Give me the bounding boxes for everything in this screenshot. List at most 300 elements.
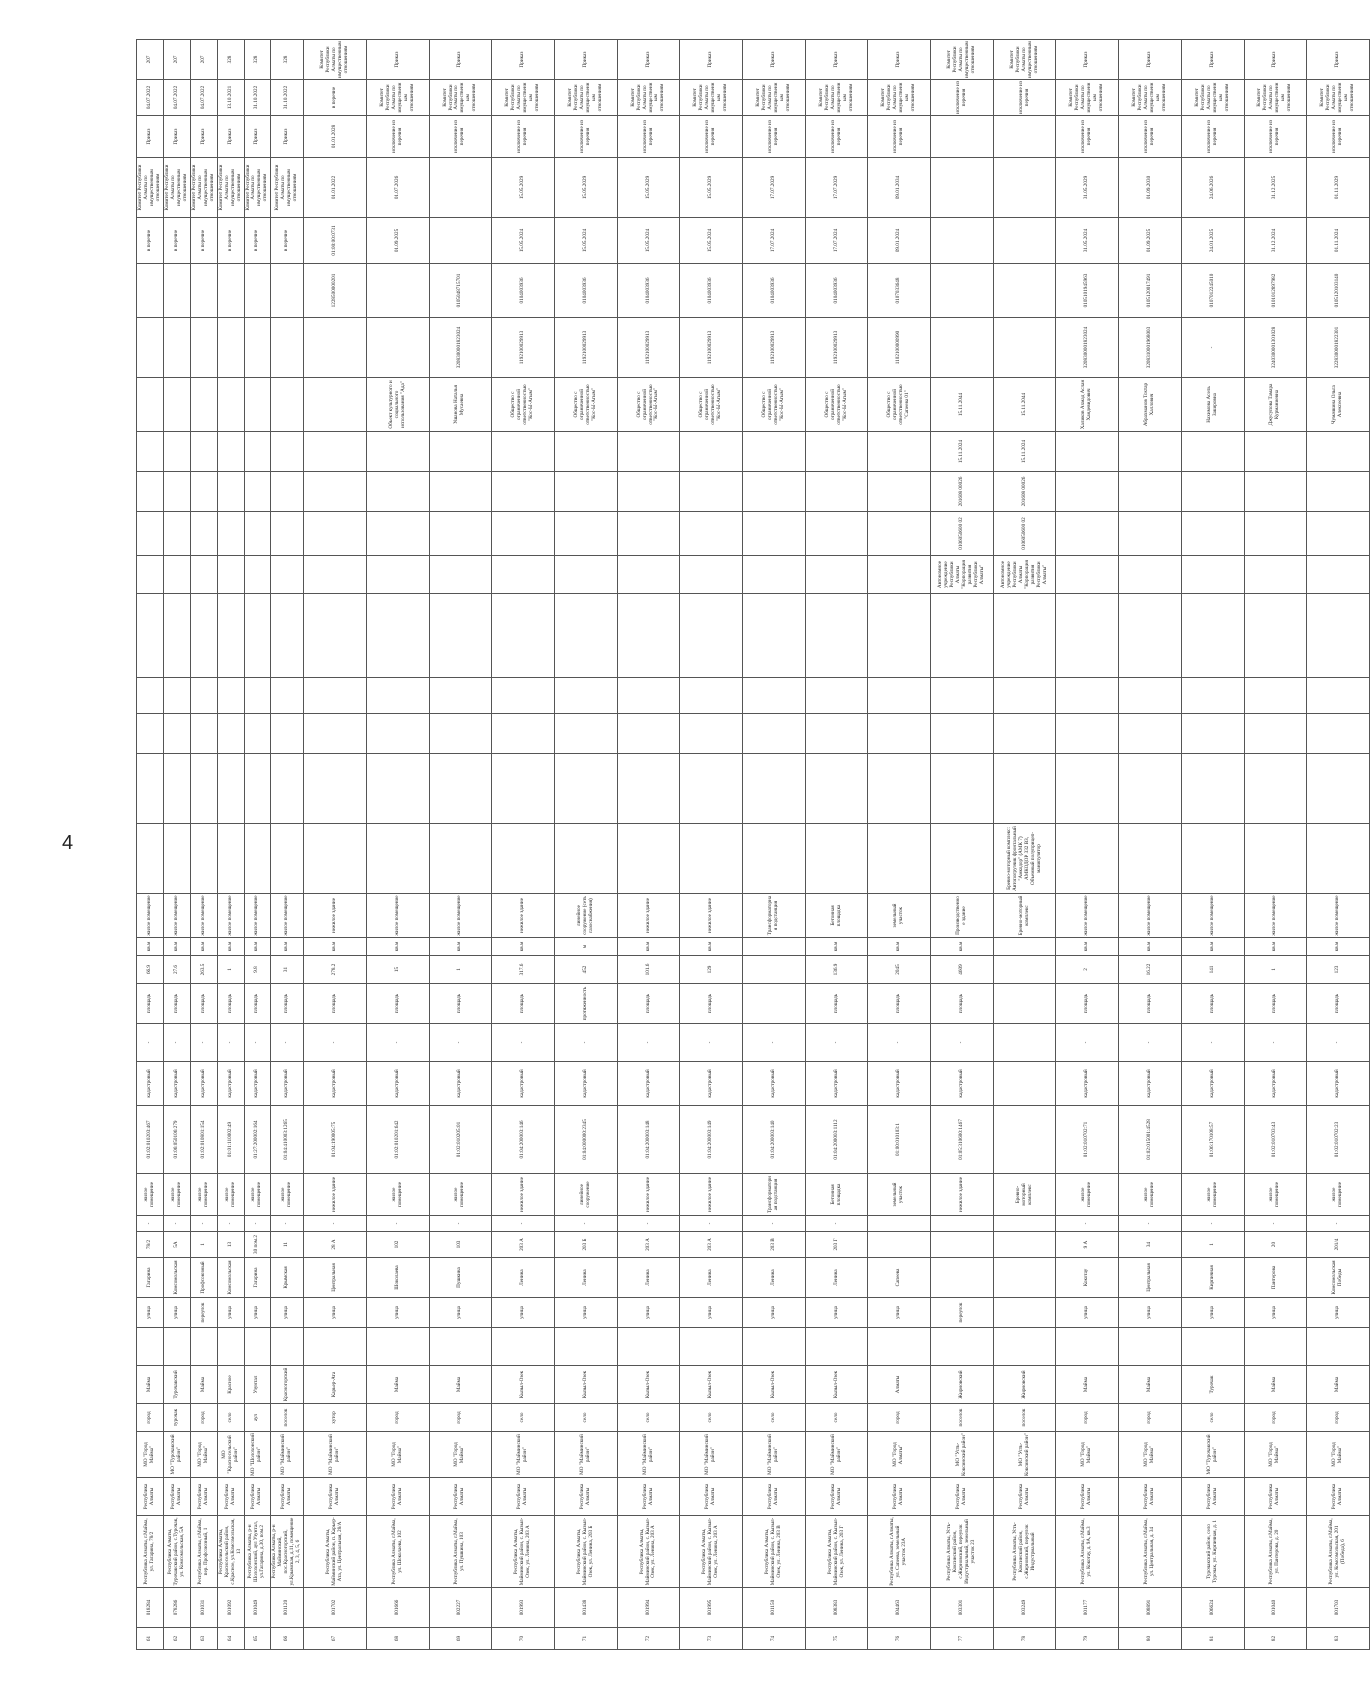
- table-cell: Комсомольская: [217, 1258, 244, 1298]
- table-cell: [554, 714, 617, 754]
- table-cell: кадастровый: [137, 1062, 164, 1106]
- table-cell: [1119, 754, 1182, 824]
- table-cell: 76: [868, 1628, 931, 1650]
- table-cell: [743, 594, 806, 678]
- table-cell: [304, 556, 367, 594]
- table-cell: Общество с ограниченной ответственностью "Сапеева 01": [868, 378, 931, 432]
- table-cell: Кызыл-Озек: [617, 1366, 680, 1404]
- table-cell: 15.05.2024: [680, 218, 743, 264]
- table-cell: улица: [805, 1298, 868, 1328]
- table-cell: [217, 264, 244, 318]
- table-cell: 15.11.2044: [931, 378, 994, 432]
- table-cell: площадь: [1244, 984, 1307, 1024]
- table-cell: 01:02:010201:642: [366, 1106, 429, 1174]
- table-cell: Комитет Республики Алматы по имущественным отношениям: [137, 158, 164, 218]
- table-cell: МО "Майминский район": [271, 1432, 304, 1478]
- table-cell: Приказ: [743, 40, 806, 80]
- table-cell: город: [137, 1404, 164, 1432]
- table-cell: -: [366, 1024, 429, 1062]
- table-cell: площадь: [492, 984, 555, 1024]
- table-cell: [617, 678, 680, 714]
- table-cell: в перечне: [304, 80, 367, 116]
- table-cell: Республика Алматы: [993, 1478, 1056, 1516]
- table-cell: [1119, 556, 1182, 594]
- table-cell: Бетонная площадка: [805, 894, 868, 938]
- table-cell: 31.12.2025: [1244, 158, 1307, 218]
- table-cell: Приказ: [366, 40, 429, 80]
- table-cell: село: [680, 1404, 743, 1432]
- table-cell: [163, 432, 190, 472]
- table-cell: МО "Город Майма": [429, 1432, 492, 1478]
- table-cell: 0107012245010: [1181, 264, 1244, 318]
- table-cell: 001993: [492, 1588, 555, 1628]
- table-cell: Ушанова Наталья Мусаевна: [429, 378, 492, 432]
- table-cell: кв.м: [244, 938, 271, 956]
- table-cell: [743, 984, 806, 1024]
- table-cell: кв.м: [271, 938, 304, 956]
- table-cell: Республика Алматы: [429, 1478, 492, 1516]
- table-cell: -: [805, 1024, 868, 1062]
- table-cell: -: [137, 1024, 164, 1062]
- table-cell: Приказ: [868, 40, 931, 80]
- table-cell: -: [217, 1216, 244, 1232]
- table-cell: Комитет Республики Алматы по имущественным отношениям: [1181, 80, 1244, 116]
- table-cell: [190, 754, 217, 824]
- table-cell: -: [617, 1216, 680, 1232]
- table-cell: нежилое здание: [617, 1174, 680, 1216]
- table-cell: 203 А: [680, 1232, 743, 1258]
- table-cell: жилое помещение: [163, 1174, 190, 1216]
- table-cell: Кызыл-Озек: [743, 1366, 806, 1404]
- table-cell: [743, 556, 806, 594]
- table-row: [244, 40, 271, 1650]
- table-cell: Кызыл-Озек: [805, 1366, 868, 1404]
- table-cell: [680, 678, 743, 714]
- table-cell: [805, 594, 868, 678]
- table-cell: 003249: [993, 1588, 1056, 1628]
- table-cell: исключение из перечня: [366, 116, 429, 158]
- table-row: [743, 40, 806, 1650]
- table-cell: село: [743, 1404, 806, 1432]
- table-cell: [1307, 472, 1370, 512]
- table-cell: -: [1307, 1024, 1370, 1062]
- table-cell: жилое помещение: [1244, 894, 1307, 938]
- table-cell: Сапеева: [868, 1258, 931, 1298]
- table-cell: Комитет Республики Алматы по имущественным отношениям: [1244, 80, 1307, 116]
- table-cell: жилое помещение: [1181, 894, 1244, 938]
- table-cell: -: [931, 1024, 994, 1062]
- table-cell: 0105048715701: [429, 264, 492, 318]
- table-cell: 72: [617, 1628, 680, 1650]
- table-cell: 129: [680, 956, 743, 984]
- table-cell: [492, 472, 555, 512]
- table-cell: [217, 378, 244, 432]
- table-cell: -: [554, 1024, 617, 1062]
- table-cell: кадастровый: [190, 1062, 217, 1106]
- table-cell: 2045: [868, 956, 931, 984]
- table-cell: Приказ: [617, 40, 680, 80]
- table-cell: МО "Майминский район": [492, 1432, 555, 1478]
- table-cell: [743, 824, 806, 894]
- table-cell: линейное сооружение (сеть газоснабжения): [554, 894, 617, 938]
- table-cell: 001092: [217, 1588, 244, 1628]
- table-cell: 1192100029913: [743, 318, 806, 378]
- table-cell: 008383: [805, 1588, 868, 1628]
- table-cell: -: [163, 1024, 190, 1062]
- table-cell: Приказ: [190, 116, 217, 158]
- table-cell: 15.05.2029: [617, 158, 680, 218]
- table-cell: жилое помещение: [1119, 894, 1182, 938]
- table-cell: [1307, 678, 1370, 714]
- table-cell: [190, 472, 217, 512]
- table-cell: 34: [1119, 1232, 1182, 1258]
- table-cell: [137, 678, 164, 714]
- table-cell: площадь: [244, 984, 271, 1024]
- table-cell: МО "Город Алматы": [868, 1432, 931, 1478]
- table-cell: площадь: [1181, 984, 1244, 1024]
- table-cell: 15.05.2029: [554, 158, 617, 218]
- table-cell: 61: [137, 1628, 164, 1650]
- table-cell: Республика Алматы: [304, 1478, 367, 1516]
- table-cell: [1181, 432, 1244, 472]
- table-cell: МО "Майминский район": [805, 1432, 868, 1478]
- table-cell: МО "Город Майма": [366, 1432, 429, 1478]
- table-cell: Приказ: [163, 116, 190, 158]
- table-cell: кв.м: [1307, 938, 1370, 956]
- table-cell: 15: [366, 956, 429, 984]
- table-cell: [868, 678, 931, 714]
- table-cell: [805, 512, 868, 556]
- table-cell: улица: [743, 1298, 806, 1328]
- table-cell: турочак: [163, 1404, 190, 1432]
- table-cell: [190, 432, 217, 472]
- table-cell: площадь: [1119, 984, 1182, 1024]
- table-cell: [617, 1328, 680, 1366]
- table-cell: нежилое здание: [492, 1174, 555, 1216]
- table-cell: 09.01.2034: [868, 158, 931, 218]
- table-cell: исключение из перечня: [680, 116, 743, 158]
- table-cell: Республика Алматы, Майминский район, с. Кызыл-Озек, ул. Ленина, 203 В: [743, 1516, 806, 1588]
- table-cell: 01:04:410003:1265: [271, 1106, 304, 1174]
- table-cell: [271, 512, 304, 556]
- table-cell: Центральная: [304, 1258, 367, 1298]
- table-cell: Республика Алматы, Майминский район, с. Кызыл-Озек, ул. Ленина, 203 А: [617, 1516, 680, 1588]
- table-cell: в перечне: [190, 218, 217, 264]
- table-cell: [743, 1328, 806, 1366]
- table-cell: [1119, 432, 1182, 472]
- table-cell: 24.06.2026: [1181, 158, 1244, 218]
- table-cell: [617, 432, 680, 472]
- table-cell: 1: [1181, 1232, 1244, 1258]
- table-cell: Комитет Республики Алматы по имущественным отношениям: [743, 80, 806, 116]
- table-cell: [1307, 1328, 1370, 1366]
- table-cell: в перечне: [217, 218, 244, 264]
- table-cell: город: [1056, 1404, 1119, 1432]
- table-cell: МО "Майминский район": [617, 1432, 680, 1478]
- table-cell: [993, 1298, 1056, 1328]
- table-cell: Комитет Республики Алматы по имущественным отношениям: [1056, 80, 1119, 116]
- table-cell: [1056, 754, 1119, 824]
- table-cell: [271, 556, 304, 594]
- table-cell: 207: [190, 40, 217, 80]
- table-cell: [137, 1328, 164, 1366]
- table-cell: [805, 714, 868, 754]
- table-row: [931, 40, 994, 1650]
- table-cell: 203 А: [492, 1232, 555, 1258]
- table-cell: 15.05.2024: [554, 218, 617, 264]
- table-cell: жилое помещение: [1307, 894, 1370, 938]
- table-cell: жилое помещение: [163, 894, 190, 938]
- table-cell: исключение из перечня: [993, 80, 1056, 116]
- table-row: [1181, 40, 1244, 1650]
- table-cell: Республика Алматы, Майминский район, с. Кызыл-Озек, ул. Ленина, 203 А: [680, 1516, 743, 1588]
- table-cell: [429, 754, 492, 824]
- table-cell: [244, 1328, 271, 1366]
- table-cell: 3208300001823024: [429, 318, 492, 378]
- table-cell: улица: [137, 1298, 164, 1328]
- table-cell: [1307, 512, 1370, 556]
- table-cell: [190, 378, 217, 432]
- table-cell: [993, 754, 1056, 824]
- table-cell: [1244, 824, 1307, 894]
- table-cell: кадастровый: [366, 1062, 429, 1106]
- table-cell: [304, 1328, 367, 1366]
- table-cell: [304, 432, 367, 472]
- table-cell: Комитет Республики Алматы по имущественным отношениям: [271, 158, 304, 218]
- table-cell: [217, 556, 244, 594]
- table-cell: 01:02:015001:4528: [1119, 1106, 1182, 1174]
- table-cell: кадастровый: [680, 1062, 743, 1106]
- table-cell: улица: [1181, 1298, 1244, 1328]
- table-cell: 003301: [931, 1588, 994, 1628]
- table-cell: Производственное здание: [931, 894, 994, 938]
- table-cell: 1: [429, 956, 492, 984]
- table-row: [1119, 40, 1182, 1650]
- table-cell: 0105101945963: [1056, 264, 1119, 318]
- table-cell: [244, 754, 271, 824]
- table-cell: 62: [163, 1628, 190, 1650]
- table-cell: [743, 956, 806, 984]
- table-cell: Ленина: [492, 1258, 555, 1298]
- table-cell: -: [163, 1216, 190, 1232]
- table-cell: [868, 824, 931, 894]
- table-cell: [304, 594, 367, 678]
- table-cell: жилое помещение: [1056, 894, 1119, 938]
- table-cell: 278.2: [304, 956, 367, 984]
- table-cell: [931, 116, 994, 158]
- table-cell: жилое помещение: [366, 1174, 429, 1216]
- table-cell: город: [190, 1404, 217, 1432]
- table-cell: исключение из перечня: [492, 116, 555, 158]
- table-cell: [743, 432, 806, 472]
- table-cell: [217, 824, 244, 894]
- table-cell: 67: [304, 1628, 367, 1650]
- table-row: [137, 40, 164, 1650]
- table-cell: [137, 264, 164, 318]
- table-cell: [1181, 714, 1244, 754]
- table-cell: [617, 714, 680, 754]
- table-cell: Чумачкина Ольга Алексеевна: [1307, 378, 1370, 432]
- table-cell: [217, 432, 244, 472]
- table-cell: [137, 754, 164, 824]
- table-cell: 001666: [366, 1588, 429, 1628]
- table-cell: Халиков Ахмад Аслан Хандевидович: [1056, 378, 1119, 432]
- table-cell: [244, 472, 271, 512]
- table-cell: Ленина: [805, 1258, 868, 1298]
- table-cell: поселок: [271, 1404, 304, 1432]
- table-cell: Республика Алматы, г.Майма, ул. Гагарина, 78/2: [137, 1516, 164, 1588]
- table-cell: [931, 158, 994, 218]
- table-cell: [1119, 512, 1182, 556]
- table-cell: 452: [554, 956, 617, 984]
- table-cell: [993, 1024, 1056, 1062]
- table-cell: улица: [680, 1298, 743, 1328]
- table-cell: 01:05:310600:1467: [931, 1106, 994, 1174]
- table-cell: исключение из перечня: [429, 116, 492, 158]
- table-cell: 28 А: [304, 1232, 367, 1258]
- table-cell: [993, 678, 1056, 714]
- table-cell: [931, 1216, 994, 1232]
- table-cell: МО "Шолохонский район": [244, 1432, 271, 1478]
- table-cell: [805, 432, 868, 472]
- table-cell: МО "Красносельский район": [217, 1432, 244, 1478]
- table-row: [1244, 40, 1307, 1650]
- table-cell: Комсомольская Победы: [1307, 1258, 1370, 1298]
- table-cell: Ленина: [680, 1258, 743, 1298]
- table-cell: Республика Алматы: [163, 1478, 190, 1516]
- table-cell: Ленина: [554, 1258, 617, 1298]
- table-cell: улица: [868, 1298, 931, 1328]
- table-cell: [244, 714, 271, 754]
- table-cell: [993, 116, 1056, 158]
- table-cell: Ленина: [743, 1258, 806, 1298]
- table-cell: Комитет Республики Алматы по имущественным отношениям: [868, 80, 931, 116]
- table-cell: [137, 378, 164, 432]
- table-cell: город: [1244, 1404, 1307, 1432]
- table-cell: Республика Алматы, Майминский район, с. Кызыл-Озек, ул. Ленина, 203 Б: [554, 1516, 617, 1588]
- table-cell: жилое помещение: [1307, 1174, 1370, 1216]
- table-cell: [190, 318, 217, 378]
- table-cell: Центральная: [1119, 1258, 1182, 1298]
- table-cell: Майма: [1244, 1366, 1307, 1404]
- table-cell: город: [1119, 1404, 1182, 1432]
- table-cell: 201/4: [1307, 1232, 1370, 1258]
- table-cell: [304, 824, 367, 894]
- table-cell: кадастровый: [492, 1062, 555, 1106]
- table-cell: Республика Алматы, Майминский район, с. Кызыл-Озек, ул. Ленина, 203 А: [492, 1516, 555, 1588]
- table-cell: кв.м: [1244, 938, 1307, 956]
- table-cell: Приказ: [1244, 40, 1307, 80]
- table-cell: в перечне: [163, 218, 190, 264]
- table-cell: Республика Алматы: [805, 1478, 868, 1516]
- table-cell: 001049: [244, 1588, 271, 1628]
- table-cell: МО "Турочакский район": [1181, 1432, 1244, 1478]
- table-cell: 13.10.2021: [217, 80, 244, 116]
- table-cell: [271, 378, 304, 432]
- table-cell: исключение из перечня: [1244, 116, 1307, 158]
- table-cell: жилое помещение: [244, 894, 271, 938]
- table-cell: 1192100029913: [680, 318, 743, 378]
- table-cell: [429, 472, 492, 512]
- table-cell: 66: [271, 1628, 304, 1650]
- table-cell: Комитет Республики Алматы по имущественным отношениям: [366, 80, 429, 116]
- table-cell: Комитет Республики Алматы по имущественным отношениям: [492, 80, 555, 116]
- table-cell: 09.01.2024: [868, 218, 931, 264]
- table-cell: Республика Алматы: [244, 1478, 271, 1516]
- table-cell: [271, 432, 304, 472]
- table-cell: МО "Турочакский район": [163, 1432, 190, 1478]
- table-cell: [805, 754, 868, 824]
- table-cell: [993, 1062, 1056, 1106]
- table-cell: Красное: [217, 1366, 244, 1404]
- table-cell: 27.6: [163, 956, 190, 984]
- table-cell: [931, 714, 994, 754]
- table-cell: [137, 318, 164, 378]
- table-cell: жилое помещение: [1181, 1174, 1244, 1216]
- table-cell: [190, 594, 217, 678]
- table-row: [190, 40, 217, 1650]
- table-row: [492, 40, 555, 1650]
- table-cell: -: [1181, 1216, 1244, 1232]
- table-cell: [304, 714, 367, 754]
- table-cell: [429, 512, 492, 556]
- table-cell: 01.11.2029: [1307, 158, 1370, 218]
- table-cell: Автономное учреждение Республики Алматы "Корпорация развития Республики Алматы": [931, 556, 994, 594]
- table-cell: [1056, 714, 1119, 754]
- table-cell: [492, 678, 555, 714]
- table-cell: [554, 472, 617, 512]
- table-cell: [163, 472, 190, 512]
- table-cell: улица: [366, 1298, 429, 1328]
- table-cell: Общество с ограниченной ответственностью "Кос-Ы-Агым": [680, 378, 743, 432]
- table-cell: -: [429, 1216, 492, 1232]
- table-cell: [190, 714, 217, 754]
- table-cell: [190, 264, 217, 318]
- table-cell: Республика Алматы, г.Майма, ул. Центральная, д. 34: [1119, 1516, 1182, 1588]
- table-cell: [743, 512, 806, 556]
- table-row: [1307, 40, 1370, 1650]
- table-cell: [617, 512, 680, 556]
- property-register-table: [136, 39, 1370, 1650]
- table-cell: село: [805, 1404, 868, 1432]
- table-cell: жилое помещение: [429, 894, 492, 938]
- table-row: [554, 40, 617, 1650]
- table-cell: 31.05.2024: [1056, 218, 1119, 264]
- table-cell: 1: [190, 1232, 217, 1258]
- table-cell: [1181, 1328, 1244, 1366]
- table-cell: нежилое здание: [680, 894, 743, 938]
- table-cell: кадастровый: [163, 1062, 190, 1106]
- table-cell: 0105120017491: [1119, 264, 1182, 318]
- table-cell: [1056, 824, 1119, 894]
- table-cell: Майма: [1307, 1366, 1370, 1404]
- table-cell: 73: [680, 1628, 743, 1650]
- table-cell: [1119, 678, 1182, 714]
- table-cell: [680, 432, 743, 472]
- table-cell: Республика Алматы, Турочакский район, с.Турочак, ул. Комсомольская, 5А: [163, 1516, 190, 1588]
- table-cell: 01:02:010703:43: [1244, 1106, 1307, 1174]
- table-cell: Кызыл-Озек: [492, 1366, 555, 1404]
- table-cell: Приказ: [429, 40, 492, 80]
- table-cell: 001995: [680, 1588, 743, 1628]
- table-cell: 01:02:010702:71: [1056, 1106, 1119, 1174]
- table-cell: кадастровый: [1056, 1062, 1119, 1106]
- table-cell: жилое помещение: [137, 1174, 164, 1216]
- table-cell: Приказ: [271, 116, 304, 158]
- table-cell: -: [1244, 1024, 1307, 1062]
- table-cell: 101.6: [617, 956, 680, 984]
- table-cell: [163, 378, 190, 432]
